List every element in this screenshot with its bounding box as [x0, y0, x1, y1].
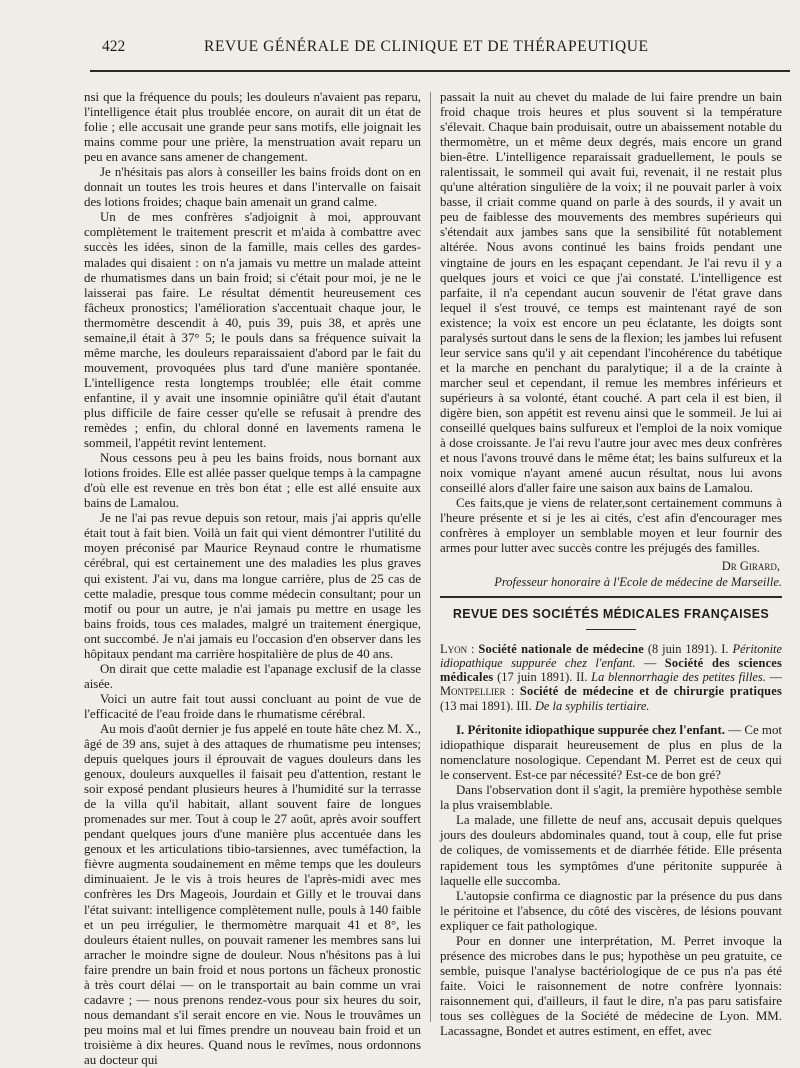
author-name: Dr Girard,: [721, 559, 780, 574]
summary-topic: Péritonite idiopathique suppurée chez l'enfant.: [440, 641, 783, 670]
summary-city: Montpellier :: [440, 684, 515, 699]
summary-dash: —: [769, 670, 782, 685]
summary-society: Société des sciences médicales: [440, 655, 782, 685]
article-paragraph: L'autopsie confirma ce diagnostic par la présence du pus dans le péritoine et l'absence, du côté des viscères, de lésions pouvant expliquer ce fait pathologique.: [440, 888, 782, 933]
section-title-underline: [586, 629, 636, 630]
author-role: Professeur honoraire à l'Ecole de médecine de Marseille.: [494, 574, 782, 589]
paragraph: Je n'hésitais pas alors à conseiller les bains froids dont on en donnait un toutes les trois heures et dans l'intervalle on faisait des lotions froides; chaque bain amenait un grand calme.: [84, 165, 421, 210]
paragraph: passait la nuit au chevet du malade de lui faire prendre un bain froid chaque trois heures et plus souvent si la température s'élevait. Chaque bain produisait, outre un abaissement notable du thermomètre, un et même deux degrés, mais encore un grand bien-être. L'intelligence reparaissait graduellement, le pouls se ralentissait, le sommeil qui avait fui, revenait, il ne restait plus qu'une altération singulière de la voix; il ne pouvait parler à voix basse, il criait comme quand on parle à des sourds, il y avait un peu de faiblesse des mouvements des membres supérieurs qui s'étendait aux jambes sans que la sensibilité fût notablement altérée. Nous avons continué les bains froids pendant une vingtaine de jours en les espaçant cependant. Je l'ai revu il y a quelques jours et voici ce que j'ai constaté. L'intelligence est parfaite, il n'a cependant aucun souvenir de l'état grave dans lequel il s'est trouvé, ce temps est maintenant rayé de son existence; la voix est encore un peu éclatante, les doigts sont paralysés surtout dans le sens de la flexion; les jambes lui refusent leur service sans qu'il y ait cependant l'incohérence du tabétique et la marche en penchant du paralytique; il a de la crainte à marcher seul et cependant, il remue les membres inférieurs et supérieurs à sa volonté, étant couché. A part cela il est bien, il digère bien, son appétit est revenu ainsi que le sommeil. Je lui ai conseillé quelques bains sulfureux et l'emploi de la noix vomique à dose croissante. Je l'ai revu l'autre jour avec mes deux confrères et nous l'avons trouvé dans le même état; les bains sulfureux et la noix vomique n'ayant amené aucun résultat, nous lui avons conseillé alors d'aller faire une saison aux bains de Lamalou.: [440, 90, 782, 496]
paragraph: nsi que la fréquence du pouls; les douleurs n'avaient pas reparu, l'intelligence était plus troublée encore, on aurait dit un état de folie ; elle accusait une grande peur sans motifs, elle joignait les mains comme pour une prière, la menstruation avait reparu un peu en avance sans amener de changement.: [84, 90, 421, 165]
summary-date: (17 juin 1891). II.: [497, 670, 588, 685]
paragraph: Ces faits,que je viens de relater,sont certainement communs à l'heure présente et si je les ai cités, c'est afin d'encourager mes confrères à employer un semblable moyen et leur fournir des armes pour lutter avec succès contre les préjugés des familles.: [440, 496, 782, 556]
summary-society: Société nationale de médecine: [478, 641, 644, 656]
paragraph: Voici un autre fait tout aussi concluant au point de vue de l'efficacité de l'eau froide dans le rhumatisme cérébral.: [84, 691, 421, 721]
left-column: [84, 90, 421, 1068]
paragraph: Au mois d'août dernier je fus appelé en toute hâte chez M. X., âgé de 39 ans, sujet à des attaques de rhumatisme peu intenses; depuis quelques jours il éprouvait de vagues douleurs dans les genoux, douleurs auxquelles il faisait peu d'attention, restant le soir exposé pendant plusieurs heures à l'humidité sur la terrasse de la villa qu'il habitait, allant souvent faire de longues promenades sur mer. Tout à coup le 27 août, après avoir souffert pendant quelques jours d'une manière plus accentuée dans les genoux et les articulations tibio-tarsiennes, avec tuméfaction, la fièvre augmenta soudainement en même temps que les douleurs diminuaient. Je le vis à trois heures de l'après-midi avec mes confrères les Drs Mageois, Jourdain et Gilly et le trouvai dans l'état suivant: intelligence complètement nulle, pouls à 140 faible et un peu irrégulier, le thermomètre marquait 41 et 8°, les douleurs étaient nulles, on pouvait ramener les membres sans lui arracher le moindre signe de douleur. Nous n'hésitons pas à lui faire prendre un bain froid et nous portons un fâcheux pronostic à très court délai — on le transportait au bain comme un vrai cadavre ; — nous prenons rendez-vous pour six heures du soir, nous demandant s'il serait encore en vie. Nous le trouvâmes un peu moins mal et lui fîmes prendre un nouveau bain froid et un troisième à dix heures. Quand nous le revîmes, nous ordonnons au docteur qui: [84, 721, 421, 1067]
running-header: [100, 38, 790, 60]
right-column: [440, 90, 782, 1039]
article-paragraph: La malade, une fillette de neuf ans, accusait depuis quelques jours des douleurs abdominales quand, tout à coup, elle fut prise de coliques, de vomissements et de diarrhée fétide. Elle présenta rapidement tous les symptômes d'une péritonite suppurée à laquelle elle succomba.: [440, 813, 782, 888]
page-number: 422: [102, 38, 126, 55]
column-divider: [430, 92, 431, 1022]
paragraph: On dirait que cette maladie est l'apanage exclusif de la classe aisée.: [84, 661, 421, 691]
summary-dash: —: [643, 655, 657, 670]
summary-topic: De la syphilis tertiaire.: [534, 698, 650, 713]
article-lead: I. Péritonite idiopathique suppurée chez l'enfant.: [456, 723, 725, 738]
signature-block: [440, 559, 782, 589]
summary-city: Lyon :: [440, 641, 475, 656]
header-rule: [90, 70, 790, 72]
summary-date: (8 juin 1891). I.: [647, 641, 729, 656]
paragraph: Nous cessons peu à peu les bains froids, nous bornant aux lotions froides. Elle est allée passer quelque temps à la campagne d'où elle est revenue en très bon état ; elle est allé ensuite aux bains de Lamalou.: [84, 451, 421, 511]
summary-topic: La blennorrhagie des petites filles.: [591, 670, 766, 685]
journal-title: REVUE GÉNÉRALE DE CLINIQUE ET DE THÉRAPEUTIQUE: [204, 38, 649, 55]
paragraph: Je ne l'ai pas revue depuis son retour, mais j'ai appris qu'elle était tout à fait bien. Voilà un fait qui vient démontrer l'utilité du moyen préconisé par Maurice Reynaud contre le rhumatisme cérébral, qui est certainement une des maladies les plus graves qui existent. J'ai vu, dans ma longue carrière, plus de 25 cas de cette maladie, presque tous comme médecin consultant; pour un motif ou pour un autre, je n'ai jamais pu mettre en usage les bains froids, tous ces malades, malgré un traitement énergique, ont succombé. Je n'ai jamais eu l'occasion d'en observer dans les hôpitaux pendant ma carrière hospitalière de plus de 40 ans.: [84, 511, 421, 661]
article-paragraph: Pour en donner une interprétation, M. Perret invoque la présence des microbes dans le pus; hypothèse un peu gratuite, ce semble, puisque l'analyse bactériologique de ce pus n'a pas été faite. Voici le raisonnement de notre confrère lyonnais: raisonnement qui, d'ailleurs, il faut le dire, n'a pas paru satisfaire tous ses collègues de la Société de médecine de Lyon. MM. Lacassagne, Bondet et autres estiment, en effet, avec: [440, 933, 782, 1039]
article-paragraph: [440, 723, 782, 783]
section-title: REVUE DES SOCIÉTÉS MÉDICALES FRANÇAISES: [452, 606, 770, 621]
article-text: — Ce mot idiopathique disparait heureusement de plus en plus de la nomenclature nosologique. Cependant M. Perret est de ceux qui le conservent. Est-ce par nécessité? Est-ce de bon gré?: [440, 723, 782, 783]
spacer: [440, 713, 782, 723]
summary-society: Société de médecine et de chirurgie pratiques: [519, 684, 782, 699]
summary-date: (13 mai 1891). III.: [440, 698, 532, 713]
section-rule: [440, 596, 782, 598]
paragraph: Un de mes confrères s'adjoignit à moi, approuvant complètement le traitement prescrit et m'aida à combattre avec succès les idées, sinon de la famille, mais celles des gardes-malades qui disaient : on n'a jamais vu mettre un malade atteint de rhumatismes dans un bain froid; si c'était pour moi, je ne le laisserai pas faire. Le résultat démentit heureusement ces fâcheux pronostics; l'amélioration s'accentuait chaque jour, le thermomètre descendit à 40, puis 39, puis 38, et après une semaine,il était à 37° 5; le pouls dans sa fréquence suivait la même marche, les douleurs reparaissaient d'abord par le fait du mouvement, provoquées plus tard d'une manière spontanée. L'intelligence resta longtemps troublée; elle était comme enfantine, il y avait une insomnie opiniâtre qu'il était d'autant plus difficile de faire cesser qu'elle se refusait à prendre des remèdes ; enfin, du chloral donné en lavements ramena le sommeil, l'appétit revint lentement.: [84, 210, 421, 451]
article-paragraph: Dans l'observation dont il s'agit, la première hypothèse semble la plus vraisemblable.: [440, 783, 782, 813]
section-summary: [440, 642, 782, 713]
